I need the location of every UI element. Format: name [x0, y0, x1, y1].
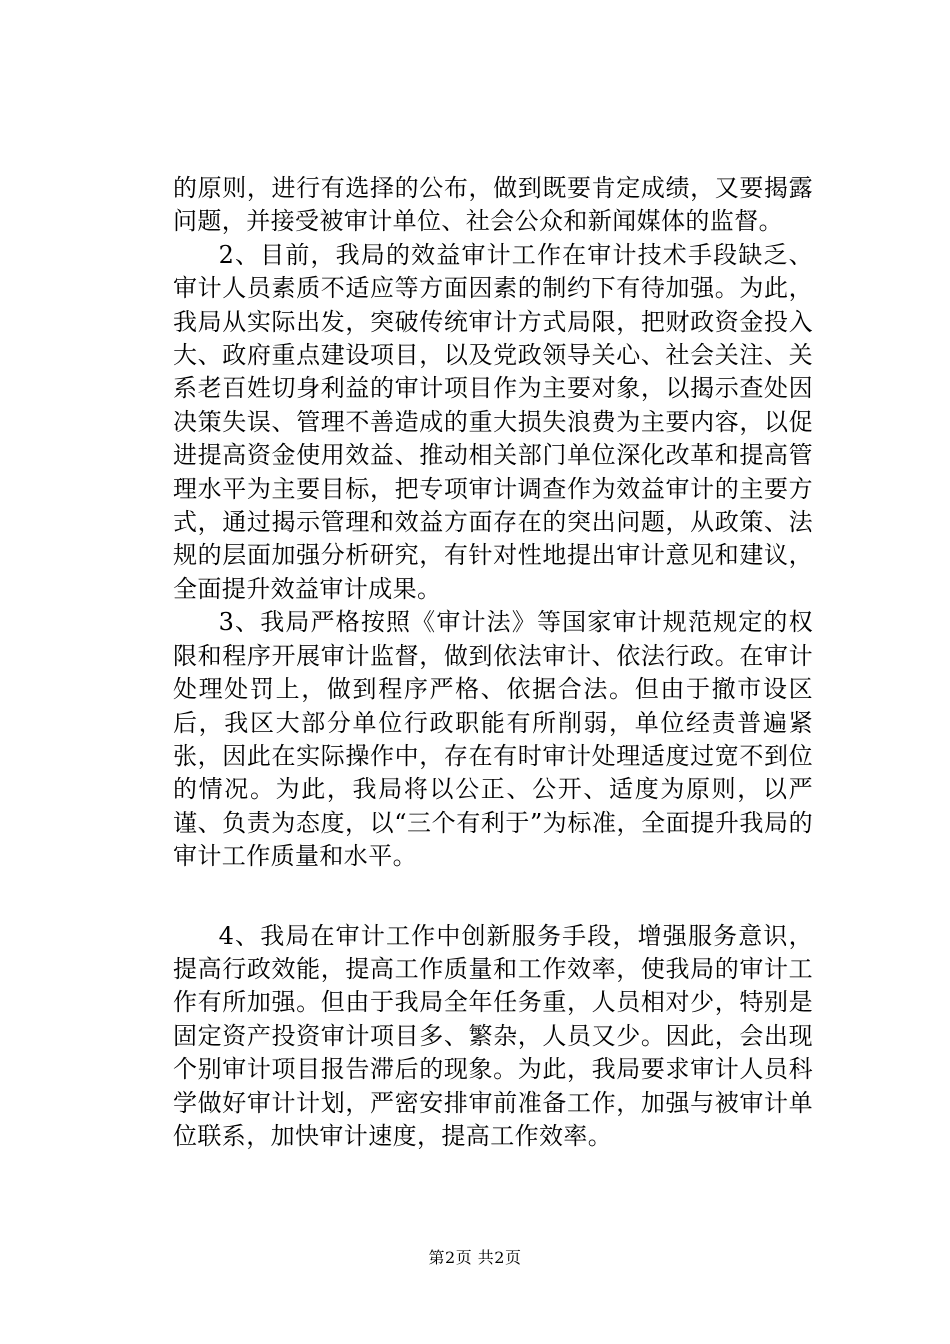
paragraph-item-4: 4、我局在审计工作中创新服务手段，增强服务意识，提高行政效能，提高工作质量和工作效率，使我局的审计工作有所加强。但由于我局全年任务重，人员相对少，特别是固定资产投资审计项目多、繁杂，人员又少。因此，会出现个别审计项目报告滞后的现象。为此，我局要求审计人员科学做好审计计划，严密安排审前准备工作，加强与被审计单位联系，加快审计速度，提高工作效率。: [173, 921, 813, 1150]
paragraph-spacer: [173, 874, 813, 920]
paragraph-continuation: 的原则，进行有选择的公布，做到既要肯定成绩，又要揭露问题，并接受被审计单位、社会公众和新闻媒体的监督。: [173, 174, 813, 236]
page-footer: 第2页 共2页: [428, 1248, 522, 1267]
document-body: [173, 172, 813, 1153]
paragraph-item-2: 2、目前，我局的效益审计工作在审计技术手段缺乏、审计人员素质不适应等方面因素的制约下有待加强。为此，我局从实际出发，突破传统审计方式局限，把财政资金投入大、政府重点建设项目，以及党政领导关心、社会关注、关系老百姓切身利益的审计项目作为主要对象，以揭示查处因决策失误、管理不善造成的重大损失浪费为主要内容，以促进提高资金使用效益、推动相关部门单位深化改革和提高管理水平为主要目标，把专项审计调查作为效益审计的主要方式，通过揭示管理和效益方面存在的突出问题，从政策、法规的层面加强分析研究，有针对性地提出审计意见和建议，全面提升效益审计成果。: [173, 240, 813, 603]
paragraph-item-3: 3、我局严格按照《审计法》等国家审计规范规定的权限和程序开展审计监督，做到依法审计、依法行政。在审计处理处罚上，做到程序严格、依据合法。但由于撤市设区后，我区大部分单位行政职能有所削弱，单位经责普遍紧张，因此在实际操作中，存在有时审计处理适度过宽不到位的情况。为此，我局将以公正、公开、适度为原则，以严谨、负责为态度，以“三个有利于”为标准，全面提升我局的审计工作质量和水平。: [173, 608, 813, 871]
